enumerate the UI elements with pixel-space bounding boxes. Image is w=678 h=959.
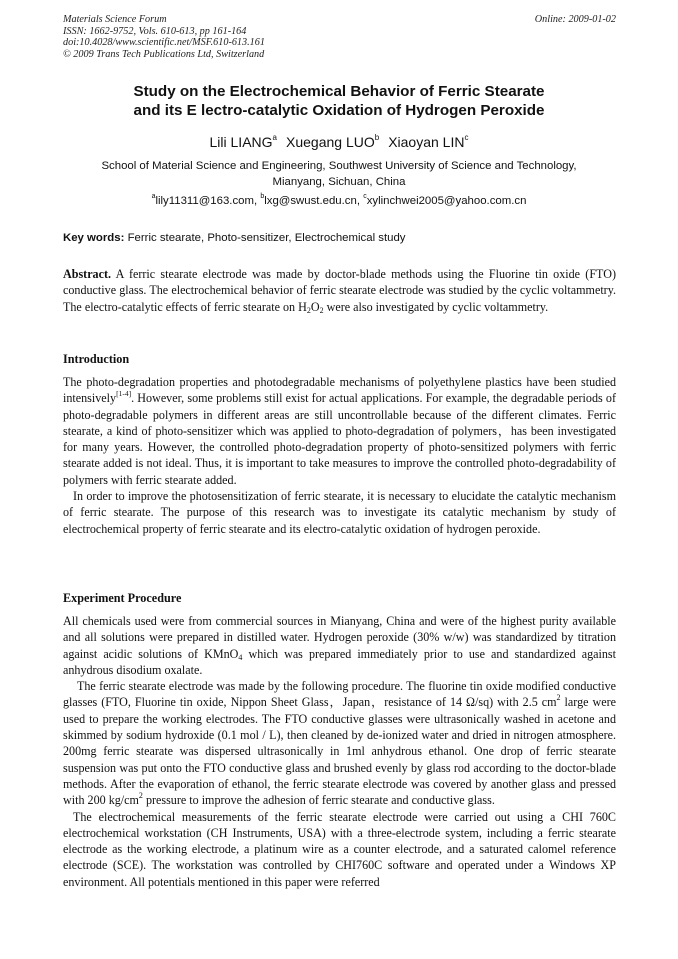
author-mark: c <box>464 133 469 142</box>
journal-name: Materials Science Forum <box>63 14 167 25</box>
abstract-label: Abstract. <box>63 267 112 281</box>
keywords <box>63 231 616 246</box>
email-mark: a <box>151 193 156 200</box>
author-list <box>40 133 638 151</box>
email-mark: b <box>260 193 265 200</box>
email-address: lxg@swust.edu.cn, <box>264 195 361 207</box>
online-date: Online: 2009-01-02 <box>534 14 616 25</box>
text: . However, some problems still exist for actual applications. For example, the degradable periods of photo-degradable polymers in different areas are still uncontrollable because of the different climates. Ferric stearate, a kind of photo-sensitizer which was applied to photo-degradation of polymers，has been investigated for many years. However, the controlled photo-degradation property of photo-sensitized polymers with ferric stearate added is not ideal. Thus, it is important to take measures to improve the controlled photo-degradability of polymers with ferric stearate added. <box>63 391 616 487</box>
text: The ferric stearate electrode was made by the following procedure. The fluorine tin oxide modified conductive glasses (FTO, Fluorine tin oxide, Nippon Sheet Glass，Japan，resistance of 14 Ω/sq) with 2.5 cm <box>63 679 616 710</box>
abstract-text: O <box>310 299 320 314</box>
superscript: 2 <box>556 693 561 703</box>
text: which was prepared immediately prior to use and standardized against anhydrous disodium oxalate. <box>63 646 616 677</box>
author-mark: a <box>272 133 277 142</box>
author-name: Xiaoyan LIN <box>388 134 465 150</box>
paragraph: In order to improve the photosensitization of ferric stearate, it is necessary to elucidate the catalytic mechanism of ferric stearate. The purpose of this research was to investigate its catalytic mechanism by study of electrochemical property of ferric stearate and its electro-catalytic oxidation of hydrogen peroxide. <box>63 489 616 536</box>
copyright-line: © 2009 Trans Tech Publications Ltd, Switzerland <box>63 48 265 60</box>
affiliation-line: School of Material Science and Engineering, Southwest University of Science and Technology, <box>101 160 577 172</box>
paragraph <box>63 374 616 488</box>
email-address: xylinchwei2005@yahoo.com.cn <box>366 195 527 207</box>
paragraph <box>63 678 616 808</box>
email-list <box>40 193 638 209</box>
introduction-body <box>63 374 616 537</box>
email-address: lily11311@163.com, <box>155 195 258 207</box>
paper-title-line-2: and its E lectro-catalytic Oxidation of Hydrogen Peroxide <box>133 102 545 119</box>
subscript: 2 <box>319 305 324 315</box>
citation: [1-4] <box>116 389 132 399</box>
superscript: 2 <box>138 791 143 801</box>
keywords-label: Key words: <box>63 232 125 244</box>
abstract-text: A ferric stearate electrode was made by doctor-blade methods using the Fluorine tin oxide (FTO) conductive glass. The electrochemical behavior of ferric stearate electrode was studied by the cyclic voltammetry. The electro-catalytic effects of ferric stearate on H <box>63 267 616 314</box>
keywords-text: Ferric stearate, Photo-sensitizer, Electrochemical study <box>127 232 406 244</box>
issn-line: ISSN: 1662-9752, Vols. 610-613, pp 161-164 <box>63 25 247 37</box>
running-header <box>63 14 616 60</box>
text: large were used to prepare the working electrodes. The FTO conductive glasses were ultrasonically washed in acetone and skimmed by sodium hydroxide (0.1 mol / L), then cleaned by de-ionized water and dried in nitrogen atmosphere. 200mg ferric stearate was dispersed ultrasonically in 1ml anhydrous ethanol. One drop of ferric stearate suspension was put onto the FTO conductive glass and brushed evenly by glass rod according to the doctor-blade methods. After the evaporation of ethanol, the ferric stearate electrode was covered by another glass and pressed with 200 kg/cm <box>63 695 616 808</box>
subscript: 2 <box>306 305 311 315</box>
text: All chemicals used were from commercial sources in Mianyang, China and were of the highest purity available and all solutions were prepared in distilled water. Hydrogen peroxide (30% w/w) was standardized by titration against acidic solutions of KMnO <box>63 614 616 661</box>
author-mark: b <box>374 133 380 142</box>
paragraph: The electrochemical measurements of the ferric stearate electrode were carried out using a CHI 760C electrochemical workstation (CH Instruments, USA) with a three-electrode system, including a ferric stearate electrode as the working electrode, a platinum wire as a counter electrode, and a saturated calomel reference electrode (SCE). The workstation was controlled by CHI760C software and operated under a Windows XP environment. All potentials mentioned in this paper were referred <box>63 809 616 889</box>
affiliation-line: Mianyang, Sichuan, China <box>272 176 406 188</box>
section-heading-introduction: Introduction <box>63 352 130 366</box>
author-name: Xuegang LUO <box>286 134 375 150</box>
email-mark: c <box>363 193 367 200</box>
doi-line: doi:10.4028/www.scientific.net/MSF.610-613.161 <box>63 37 265 49</box>
section-heading-experiment: Experiment Procedure <box>63 591 182 605</box>
text: The photo-degradation properties and photodegradable mechanisms of polyethylene plastics have been studied intensively <box>63 375 616 406</box>
subscript: 4 <box>238 652 243 662</box>
author-name: Lili LIANG <box>209 134 273 150</box>
abstract <box>63 266 616 315</box>
paragraph <box>63 613 616 678</box>
text: pressure to improve the adhesion of ferric stearate and conductive glass. <box>142 793 495 808</box>
abstract-text: were also investigated by cyclic voltammetry. <box>323 299 549 314</box>
experiment-body <box>63 613 616 890</box>
affiliation <box>60 158 618 190</box>
paper-title-line-1: Study on the Electrochemical Behavior of Ferric Stearate <box>133 83 545 100</box>
